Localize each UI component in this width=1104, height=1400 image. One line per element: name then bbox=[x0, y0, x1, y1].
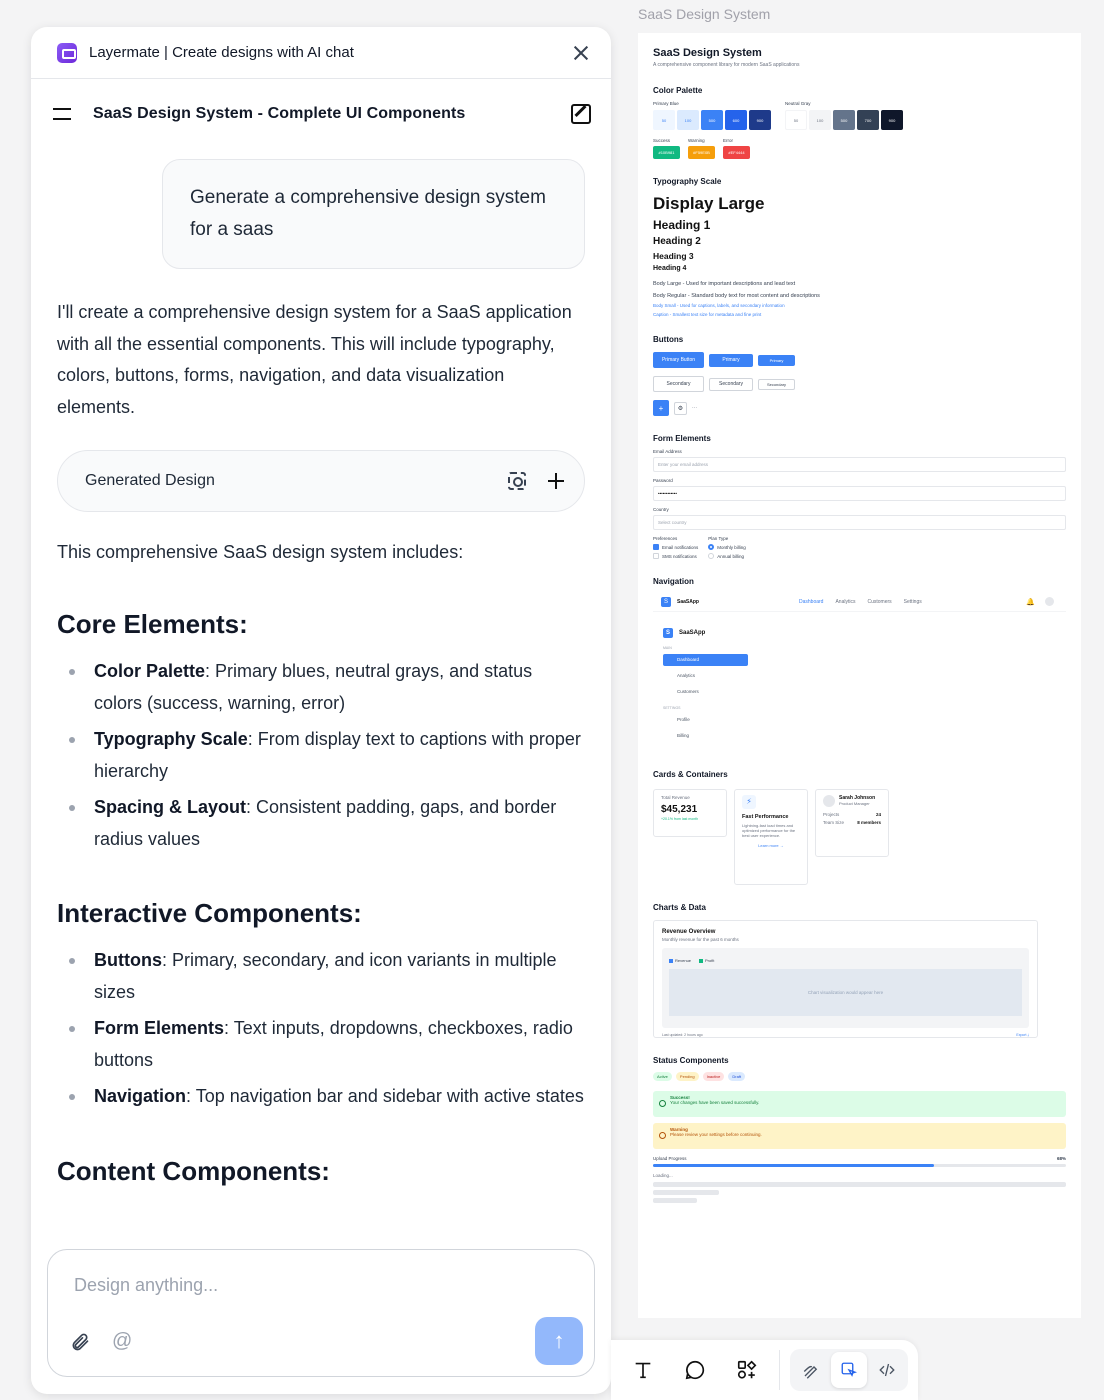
sidebar-settings-label: SETTINGS bbox=[663, 706, 681, 710]
bullet-list bbox=[57, 656, 585, 855]
draw-mode-icon[interactable] bbox=[793, 1352, 829, 1388]
list-item bbox=[57, 945, 585, 1008]
skeleton-line bbox=[653, 1182, 1066, 1187]
warning-text: Please review your settings before continuing. bbox=[670, 1132, 762, 1137]
status-color-group bbox=[688, 130, 715, 159]
pref-email-label: Email notifications bbox=[662, 544, 699, 550]
secondary-button-lg[interactable]: Secondary bbox=[653, 376, 704, 392]
artboard-label[interactable]: SaaS Design System bbox=[638, 6, 771, 22]
typo-h2: Heading 2 bbox=[653, 236, 701, 247]
legend-label: Revenue bbox=[675, 958, 692, 963]
feature-desc: Lightning-fast load times and optimized performance for the best user experience. bbox=[742, 823, 796, 838]
plan-annual-label: Annual billing bbox=[717, 553, 745, 559]
design-artboard[interactable] bbox=[638, 33, 1081, 1318]
upload-progress-bar bbox=[653, 1164, 1066, 1167]
chart-title: Revenue Overview bbox=[662, 929, 716, 935]
user-message: Generate a comprehensive design system for a saas bbox=[162, 159, 585, 269]
send-button[interactable] bbox=[535, 1317, 583, 1365]
mention-at-icon[interactable]: @ bbox=[112, 1330, 133, 1352]
team-label: Team Size bbox=[823, 820, 845, 825]
add-to-canvas-icon[interactable] bbox=[548, 473, 564, 489]
list-item-term: Typography Scale bbox=[94, 729, 248, 749]
comment-tool-icon[interactable] bbox=[675, 1350, 715, 1390]
status-color-swatch: #EF4444 bbox=[723, 146, 750, 159]
list-item-term: Spacing & Layout bbox=[94, 797, 247, 817]
primary-blue-label: Primary Blue bbox=[653, 101, 679, 106]
color-swatch: 500 bbox=[701, 110, 723, 130]
bullet-list bbox=[57, 945, 585, 1113]
mode-switcher bbox=[790, 1349, 908, 1391]
chart-legend bbox=[669, 958, 1022, 963]
upload-progress-fill bbox=[653, 1164, 934, 1167]
list-item bbox=[57, 656, 585, 719]
plan-monthly-label: Monthly billing bbox=[717, 544, 746, 550]
email-label: Email Address bbox=[653, 449, 682, 454]
color-swatch: 50 bbox=[653, 110, 675, 130]
sidebar-app-name: SaaSApp bbox=[679, 630, 706, 636]
radio-unselected[interactable] bbox=[708, 553, 714, 559]
toolbar-divider bbox=[779, 1350, 780, 1390]
form-elements-heading: Form Elements bbox=[653, 434, 711, 443]
primary-button-lg[interactable]: Primary Button bbox=[653, 352, 704, 368]
section-heading: Core Elements: bbox=[57, 609, 248, 639]
cards-heading: Cards & Containers bbox=[653, 770, 728, 779]
typo-h3: Heading 3 bbox=[653, 251, 694, 261]
sidebar-settings-items bbox=[663, 714, 1066, 742]
status-color-name: Warning bbox=[688, 138, 705, 143]
code-mode-icon[interactable] bbox=[869, 1352, 905, 1388]
thread-header bbox=[31, 79, 611, 149]
upload-value: 68% bbox=[1056, 1156, 1066, 1161]
email-field[interactable]: Enter your email address bbox=[653, 457, 1066, 472]
new-chat-edit-icon[interactable] bbox=[571, 104, 591, 124]
revenue-change: +20.1% from last month bbox=[661, 817, 699, 821]
chart-updated: Last updated: 2 hours ago bbox=[662, 1033, 703, 1037]
typo-h1: Heading 1 bbox=[653, 218, 711, 232]
color-swatch: 500 bbox=[833, 110, 855, 130]
charts-heading: Charts & Data bbox=[653, 903, 706, 912]
primary-swatches bbox=[653, 110, 771, 130]
sidebar-items bbox=[663, 654, 1066, 698]
bottom-toolbar bbox=[611, 1340, 918, 1400]
color-palette-heading: Color Palette bbox=[653, 86, 703, 95]
typography-heading: Typography Scale bbox=[653, 177, 722, 186]
typo-h4: Heading 4 bbox=[653, 265, 687, 272]
profile-name: Sarah Johnson bbox=[839, 795, 876, 801]
status-color-swatch: #10B981 bbox=[653, 146, 680, 159]
primary-button-sm[interactable]: Primary bbox=[758, 355, 795, 366]
password-field[interactable]: •••••••••••• bbox=[653, 486, 1066, 501]
learn-more-link[interactable]: Learn more → bbox=[758, 843, 784, 848]
loading-text: Loading... bbox=[653, 1173, 673, 1178]
typo-body-large: Body Large - Used for important descriptions and lead text bbox=[653, 281, 796, 287]
revenue-card bbox=[653, 789, 727, 837]
success-alert bbox=[653, 1091, 1066, 1117]
section-heading: Content Components: bbox=[57, 1155, 330, 1186]
revenue-value: $45,231 bbox=[661, 804, 698, 815]
team-value: 8 members bbox=[857, 820, 881, 825]
sidebar-item[interactable]: Customers bbox=[677, 689, 699, 694]
bell-icon[interactable]: 🔔 bbox=[1026, 598, 1035, 606]
list-item-term: Navigation bbox=[94, 1086, 187, 1106]
list-item-desc: : Consistent padding, gaps, and border radius values bbox=[94, 797, 557, 849]
icon-button-more[interactable]: ··· bbox=[692, 405, 697, 411]
warning-alert bbox=[653, 1123, 1066, 1149]
thread-title: SaaS Design System - Complete UI Components bbox=[93, 105, 466, 122]
status-badge: Pending bbox=[676, 1072, 699, 1081]
feature-card bbox=[734, 789, 808, 885]
legend-label: Profit bbox=[705, 958, 715, 963]
layermate-logo-icon bbox=[57, 43, 77, 63]
section-heading: Interactive Components: bbox=[57, 898, 362, 928]
secondary-button-md[interactable]: Secondary bbox=[709, 378, 753, 391]
list-item bbox=[57, 792, 585, 855]
nav-link[interactable]: Customers bbox=[867, 598, 892, 605]
list-item-term: Form Elements bbox=[94, 1018, 225, 1038]
color-swatch: 600 bbox=[725, 110, 747, 130]
list-item-desc: : Top navigation bar and sidebar with active states bbox=[186, 1086, 584, 1106]
legend-swatch bbox=[699, 959, 703, 963]
color-swatch: 900 bbox=[749, 110, 771, 130]
neutral-gray-group bbox=[785, 101, 903, 130]
sidebar-item[interactable]: Profile bbox=[677, 717, 690, 722]
list-item-desc: : Primary blues, neutral grays, and status colors (success, warning, error) bbox=[94, 661, 533, 713]
design-prompt-input[interactable] bbox=[74, 1272, 514, 1298]
preferences-group bbox=[653, 536, 698, 559]
projects-label: Projects bbox=[823, 812, 840, 817]
projects-value: 24 bbox=[875, 812, 881, 817]
assistant-sections bbox=[57, 604, 585, 1191]
status-color-name: Success bbox=[653, 138, 671, 143]
skeleton-line bbox=[653, 1198, 697, 1203]
typo-body-regular: Body Regular - Standard body text for most content and descriptions bbox=[653, 293, 820, 299]
chart-subtitle: Monthly revenue for the past 6 months bbox=[662, 937, 739, 942]
attach-paperclip-icon[interactable] bbox=[70, 1332, 90, 1352]
status-color-swatch: #F59E0B bbox=[688, 146, 715, 159]
icon-button-gear[interactable]: ⚙ bbox=[674, 402, 687, 415]
legend-swatch bbox=[669, 959, 673, 963]
navigation-heading: Navigation bbox=[653, 577, 694, 586]
buttons-heading: Buttons bbox=[653, 335, 684, 344]
color-swatch: 900 bbox=[881, 110, 903, 130]
message-composer bbox=[47, 1249, 595, 1377]
list-item bbox=[57, 1013, 585, 1076]
chart-area bbox=[662, 948, 1029, 1028]
status-color-group bbox=[723, 130, 750, 159]
list-item-term: Color Palette bbox=[94, 661, 206, 681]
includes-text: This comprehensive SaaS design system includes: bbox=[57, 542, 464, 562]
icon-button-plus[interactable]: + bbox=[653, 400, 669, 416]
avatar[interactable] bbox=[1045, 597, 1054, 606]
arrow-up-icon: ↑ bbox=[553, 1328, 565, 1353]
generated-design-chip[interactable] bbox=[57, 450, 585, 512]
color-swatch: 100 bbox=[809, 110, 831, 130]
close-icon[interactable] bbox=[569, 41, 593, 65]
app-name: SaaSApp bbox=[677, 598, 699, 605]
revenue-chart-card bbox=[653, 920, 1038, 1038]
sidebar-item[interactable]: Dashboard bbox=[663, 654, 748, 666]
checkbox-unchecked[interactable] bbox=[653, 553, 659, 559]
primary-button-md[interactable]: Primary bbox=[709, 354, 753, 367]
ds-title: SaaS Design System bbox=[653, 47, 762, 59]
chart-placeholder: Chart visualization would appear here bbox=[669, 969, 1022, 1016]
nav-link[interactable]: Dashboard bbox=[799, 598, 824, 605]
list-item-desc: : Text inputs, dropdowns, checkboxes, radio buttons bbox=[94, 1018, 573, 1070]
upload-label: Upload Progress bbox=[653, 1156, 687, 1161]
feature-title: Fast Performance bbox=[742, 814, 789, 820]
list-item bbox=[57, 724, 585, 787]
neutral-gray-label: Neutral Gray bbox=[785, 101, 811, 106]
app-logo-icon: S bbox=[661, 597, 671, 607]
select-mode-icon[interactable] bbox=[831, 1352, 867, 1388]
legend-item bbox=[669, 958, 691, 963]
preferences-label: Preferences bbox=[653, 536, 678, 541]
sidebar-item[interactable]: Analytics bbox=[677, 673, 696, 678]
color-swatch: 50 bbox=[785, 110, 807, 130]
checkbox-checked[interactable] bbox=[653, 544, 659, 550]
ds-subtitle: A comprehensive component library for modern SaaS applications bbox=[653, 62, 800, 68]
country-select[interactable]: Select country bbox=[653, 515, 1066, 530]
lightning-icon: ⚡ bbox=[742, 795, 756, 809]
color-swatch: 100 bbox=[677, 110, 699, 130]
focus-scan-icon[interactable] bbox=[508, 472, 526, 490]
status-badge: Draft bbox=[728, 1072, 745, 1081]
neutral-swatches bbox=[785, 110, 903, 130]
assistant-intro: I'll create a comprehensive design system for a SaaS application with all the essential components. This will include typography, colors, buttons, forms, navigation, and data visualization elements. bbox=[57, 302, 572, 417]
profile-role: Product Manager bbox=[839, 801, 870, 806]
panel-header bbox=[31, 27, 611, 79]
top-navbar bbox=[653, 592, 1066, 612]
country-label: Country bbox=[653, 507, 669, 512]
list-item-term: Buttons bbox=[94, 950, 162, 970]
profile-avatar bbox=[823, 795, 835, 807]
typo-display: Display Large bbox=[653, 194, 765, 213]
list-item-desc: : Primary, secondary, and icon variants in multiple sizes bbox=[94, 950, 557, 1002]
nav-link[interactable]: Analytics bbox=[835, 598, 856, 605]
success-title: Success! bbox=[670, 1095, 690, 1100]
status-color-name: Error bbox=[723, 138, 733, 143]
components-tool-icon[interactable] bbox=[727, 1350, 767, 1390]
warning-title: Warning bbox=[670, 1127, 688, 1132]
primary-blue-group bbox=[653, 101, 771, 130]
password-label: Password bbox=[653, 478, 673, 483]
plan-group bbox=[708, 536, 746, 559]
skeleton-line bbox=[653, 1190, 719, 1195]
radio-selected[interactable] bbox=[708, 544, 714, 550]
success-text: Your changes have been saved successfully. bbox=[670, 1100, 760, 1105]
generated-design-label: Generated Design bbox=[85, 472, 215, 489]
plan-label: Plan Type bbox=[708, 536, 729, 541]
typo-caption: Caption - Smallest text size for metadata and fine print bbox=[653, 312, 762, 317]
nav-links bbox=[787, 599, 1026, 605]
profile-card bbox=[815, 789, 889, 857]
pref-sms-label: SMS notifications bbox=[662, 553, 697, 559]
export-link[interactable]: Export ⤓ bbox=[1016, 1033, 1029, 1037]
color-swatch: 700 bbox=[857, 110, 879, 130]
status-badge: Inactive bbox=[703, 1072, 725, 1081]
status-badge: Active bbox=[653, 1072, 672, 1081]
legend-item bbox=[699, 958, 714, 963]
menu-icon[interactable] bbox=[53, 108, 71, 120]
sidebar bbox=[663, 628, 1066, 742]
sidebar-logo-icon: S bbox=[663, 628, 673, 638]
status-badges bbox=[653, 1072, 1066, 1081]
sidebar-item[interactable]: Billing bbox=[677, 733, 690, 738]
text-tool-icon[interactable] bbox=[623, 1350, 663, 1390]
list-item bbox=[57, 1081, 585, 1113]
revenue-label: Total Revenue bbox=[661, 795, 690, 800]
cards-row bbox=[653, 789, 1066, 885]
sidebar-main-label: MAIN bbox=[663, 646, 672, 650]
panel-title: Layermate | Create designs with AI chat bbox=[89, 44, 354, 61]
chat-scroll-area[interactable] bbox=[31, 157, 611, 1247]
list-item-desc: : From display text to captions with proper hierarchy bbox=[94, 729, 581, 781]
nav-link[interactable]: Settings bbox=[903, 598, 922, 605]
status-heading: Status Components bbox=[653, 1056, 729, 1065]
status-color-group bbox=[653, 130, 680, 159]
chat-panel bbox=[31, 27, 611, 1394]
secondary-button-sm[interactable]: Secondary bbox=[758, 379, 795, 390]
status-swatches bbox=[653, 130, 1066, 159]
typo-body-small: Body Small - Used for captions, labels, and secondary information bbox=[653, 303, 785, 308]
